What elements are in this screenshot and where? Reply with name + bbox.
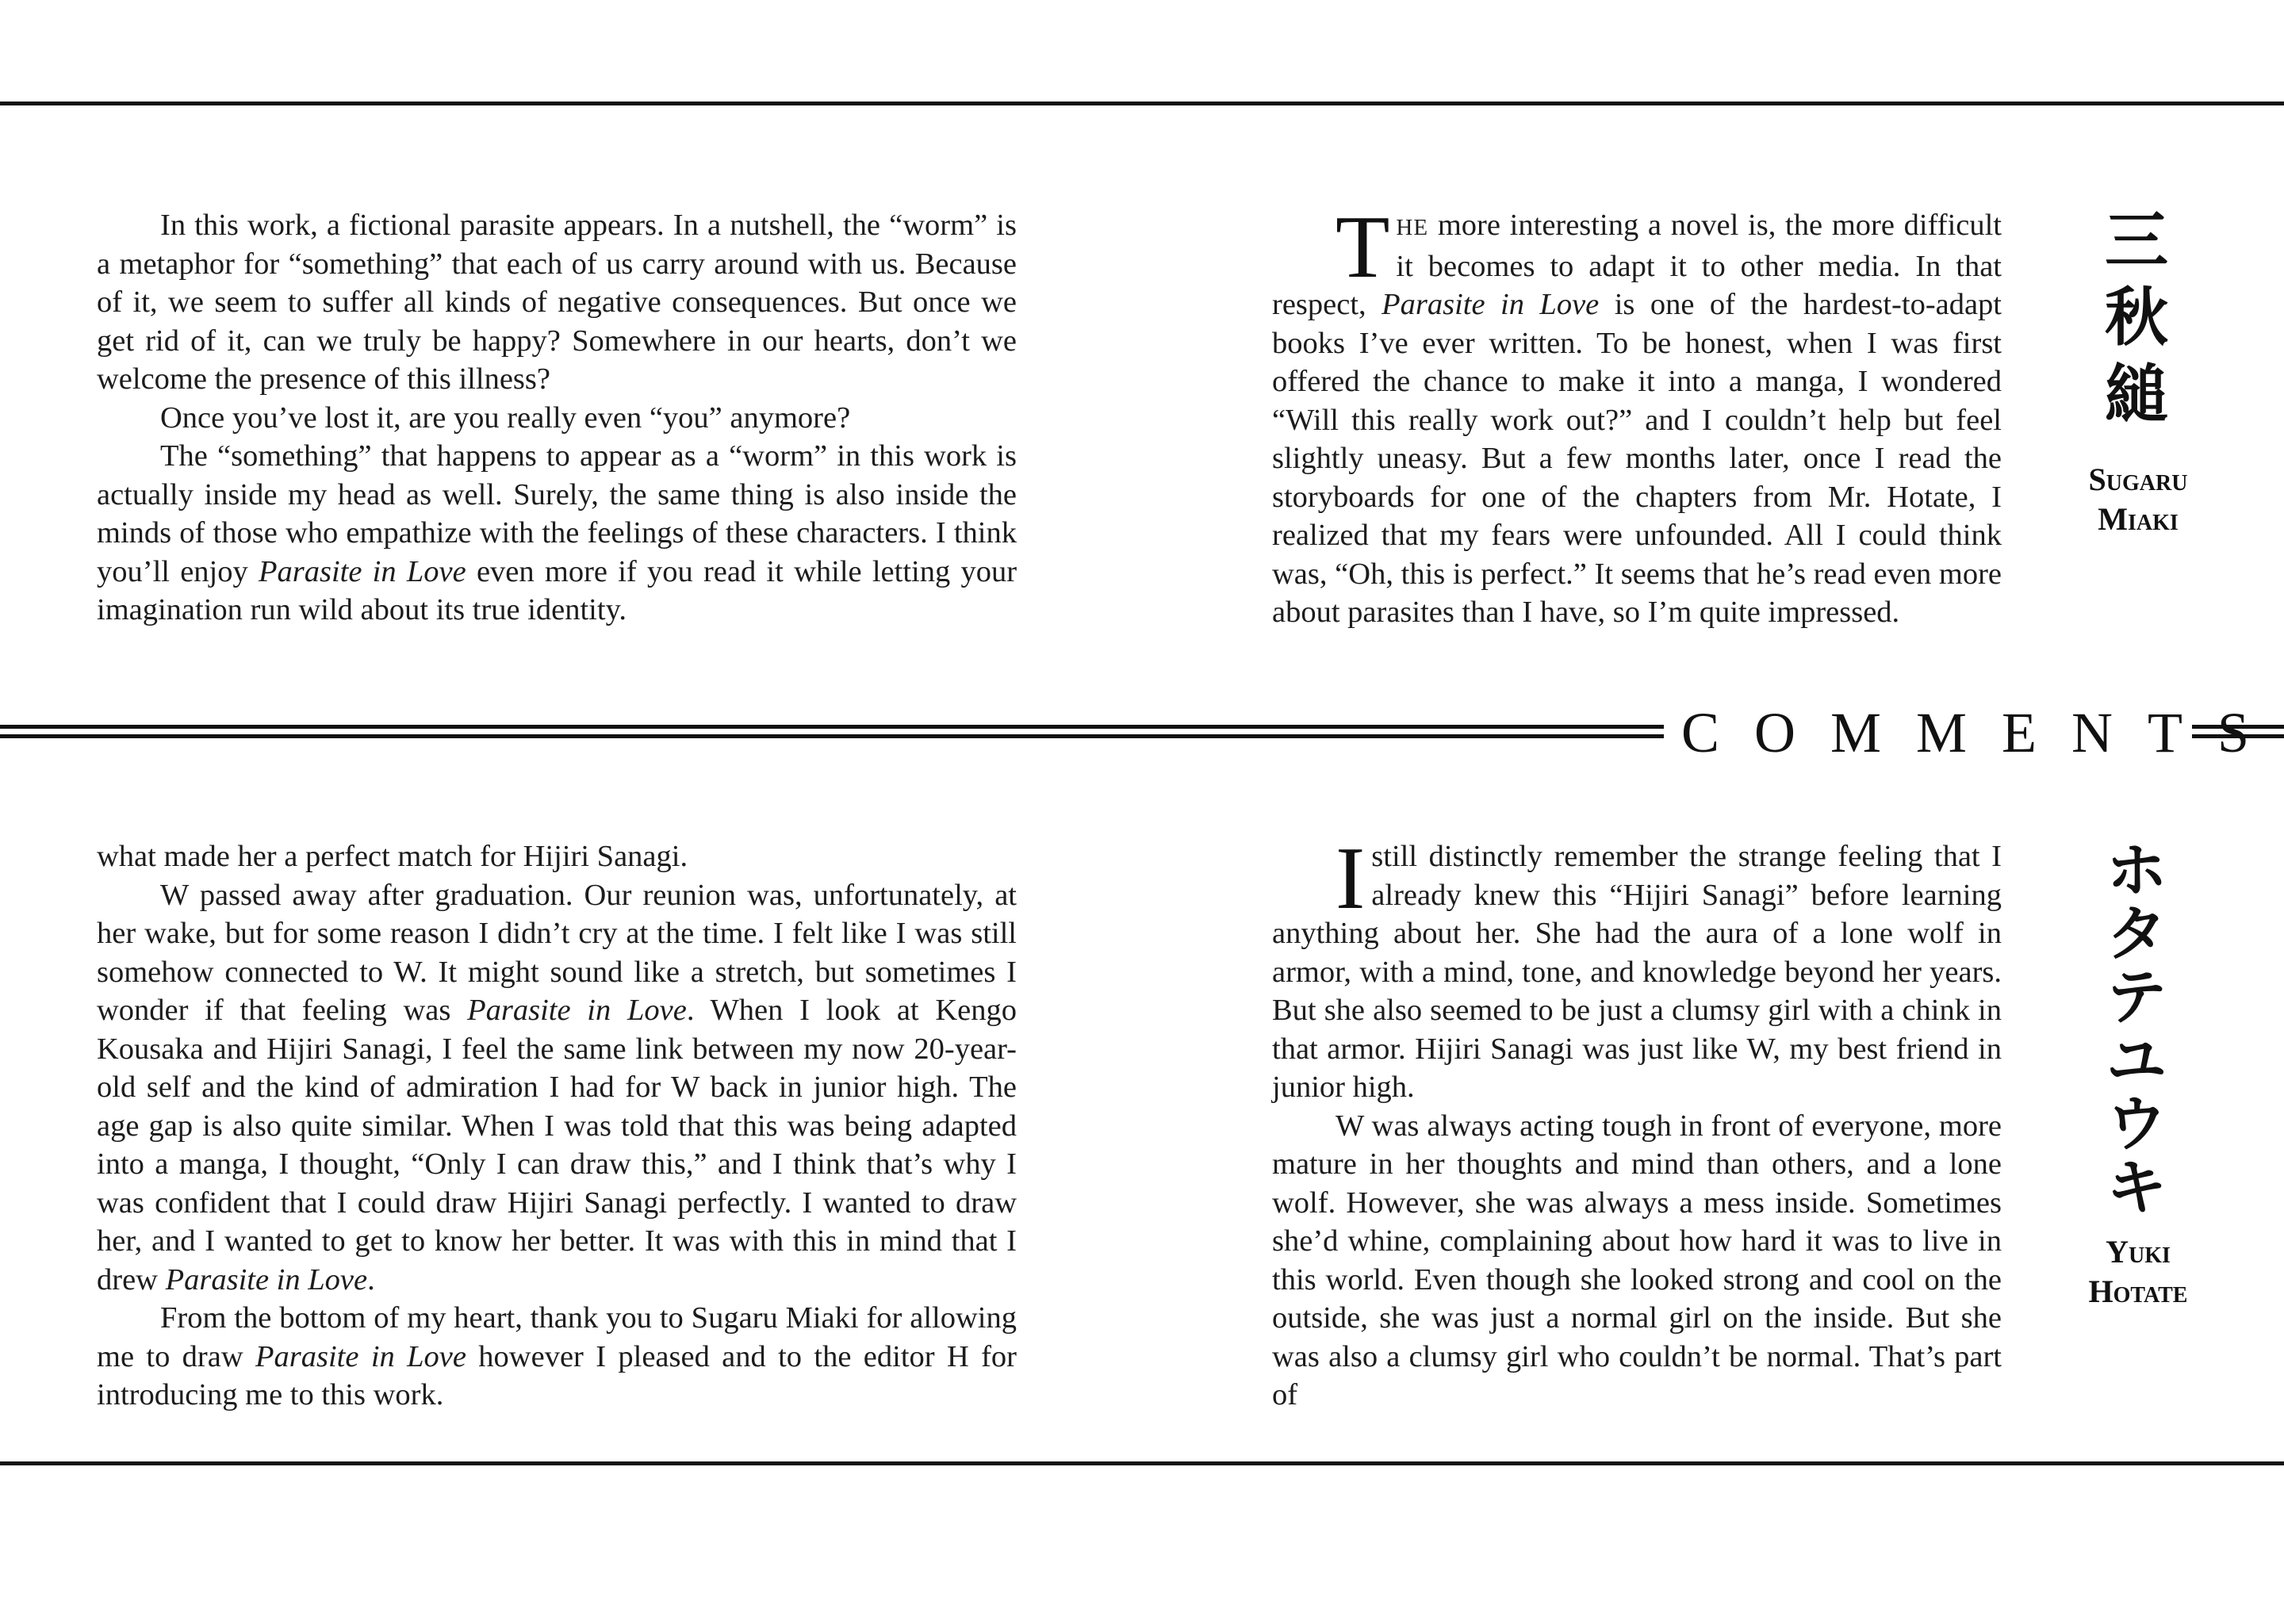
drop-cap: T: [1336, 198, 1390, 297]
section-title: COMMENTS: [1681, 701, 2284, 764]
book-title: Parasite in Love: [255, 1339, 466, 1373]
name-glyph: タ: [2106, 898, 2167, 969]
book-title: Parasite in Love: [165, 1262, 368, 1297]
illustrator-last-name: Hotate: [2088, 1274, 2188, 1309]
paragraph: In this work, a fictional parasite appears. In a nutshell, the “worm” is a metaphor for “something” that each of us carry around with us. Because of it, we seem to suffer all kinds of negative consequences. But once we get rid of it, can we truly be happy? Somewhere in our hearts, don’t we welcome the presence of this illness?: [97, 209, 1017, 396]
double-rule-left: [0, 725, 1664, 738]
book-title: Parasite in Love: [467, 994, 687, 1027]
double-rule-right: [2192, 725, 2284, 738]
paragraph: Once you’ve lost it, are you really even “you” anymore?: [160, 400, 851, 435]
name-glyph: ユ: [2106, 1025, 2167, 1096]
author-last-name: Miaki: [2098, 501, 2179, 537]
small-caps-lead: HE: [1396, 215, 1429, 240]
illustrator-first-name: Yuki: [2106, 1234, 2171, 1270]
author-name-label: [2052, 460, 2224, 539]
name-glyph: キ: [2106, 1152, 2167, 1223]
author-first-name: Sugaru: [2088, 462, 2188, 497]
paragraph: The “something” that happens to appear as a “worm” in this work is actually inside my head as well. Surely, the same thing is also inside the minds of those who empathize with the feelings of these characters. I think you’ll enjoy Parasite in Love even more if you read it while letting your imagination run wild about its true identity.: [97, 439, 1017, 626]
name-glyph: ホ: [2106, 835, 2167, 906]
paragraph: what made her a perfect match for Hijiri Sanagi.: [97, 840, 688, 873]
paragraph: From the bottom of my heart, thank you to Sugaru Miaki for allowing me to draw Parasite in Love however I pleased and to the editor H for introducing me to this work.: [97, 1301, 1017, 1411]
author-name-japanese: [2097, 202, 2176, 433]
hotate-comment-right-column: [1272, 829, 2002, 1415]
illustrator-name-label: [2052, 1232, 2224, 1312]
illustrator-name-japanese: [2097, 835, 2176, 1223]
paragraph: I still distinctly remember the strange feeling that I already knew this “Hijiri Sanagi” before learning anything about her. She had the aura of a lone wolf in armor, with a mind, tone, and knowledge beyond her years. But she also seemed to be just a clumsy girl with a chink in that armor. Hijiri Sanagi was just like W, my best friend in junior high.: [1272, 829, 2002, 1104]
paragraph: W was always acting tough in front of everyone, more mature in her thoughts and mind than others, and a lone wolf. However, she was always a mess inside. Sometimes she’d whine, complaining about how hard it was to live in this world. Even though she looked strong and cool on the outside, she was just a normal girl on the inside. But she was also a clumsy girl who couldn’t be normal. That’s part of: [1272, 1109, 2002, 1411]
top-rule: [0, 102, 2284, 105]
miaki-comment-left-column: [97, 206, 1017, 630]
paragraph: THE more interesting a novel is, the more difficult it becomes to adapt it to other media. In that respect, Parasite in Love is one of the hardest-to-adapt books I’ve ever written. To be honest, when I was first offered the chance to make it into a manga, I wondered “Will this really work out?” and I couldn’t help but feel slightly uneasy. But a few months later, once I read the storyboards for one of the chapters from Mr. Hotate, I realized that my fears were unfounded. All I could think was, “Oh, this is perfect.” It seems that he’s read even more about parasites than I have, so I’m quite impressed.: [1272, 198, 2002, 629]
name-glyph: テ: [2106, 962, 2167, 1032]
name-glyph: 縋: [2105, 358, 2168, 431]
bottom-rule: [0, 1461, 2284, 1465]
name-glyph: 秋: [2105, 281, 2168, 354]
paragraph: W passed away after graduation. Our reunion was, unfortunately, at her wake, but for some reason I didn’t cry at the time. I felt like I was still somehow connected to W. It might sound like a stretch, but sometimes I wonder if that feeling was Parasite in Love. When I look at Kengo Kousaka and Hijiri Sanagi, I feel the same link between my now 20-year-old self and the kind of admiration I had for W back in junior high. The age gap is also quite similar. When I was told that this was being adapted into a manga, I thought, “Only I can draw this,” and I think that’s why I was confident that I could draw Hijiri Sanagi perfectly. I wanted to draw her, and I wanted to get to know her better. It was with this in mind that I drew Parasite in Love.: [97, 878, 1017, 1297]
drop-cap: I: [1336, 829, 1366, 928]
name-glyph: ウ: [2106, 1089, 2167, 1159]
miaki-comment-right-column: [1272, 198, 2002, 632]
book-title: Parasite in Love: [1382, 288, 1600, 321]
name-glyph: 三: [2105, 204, 2168, 278]
book-title: Parasite in Love: [258, 554, 466, 588]
hotate-comment-left-column: [97, 837, 1017, 1415]
